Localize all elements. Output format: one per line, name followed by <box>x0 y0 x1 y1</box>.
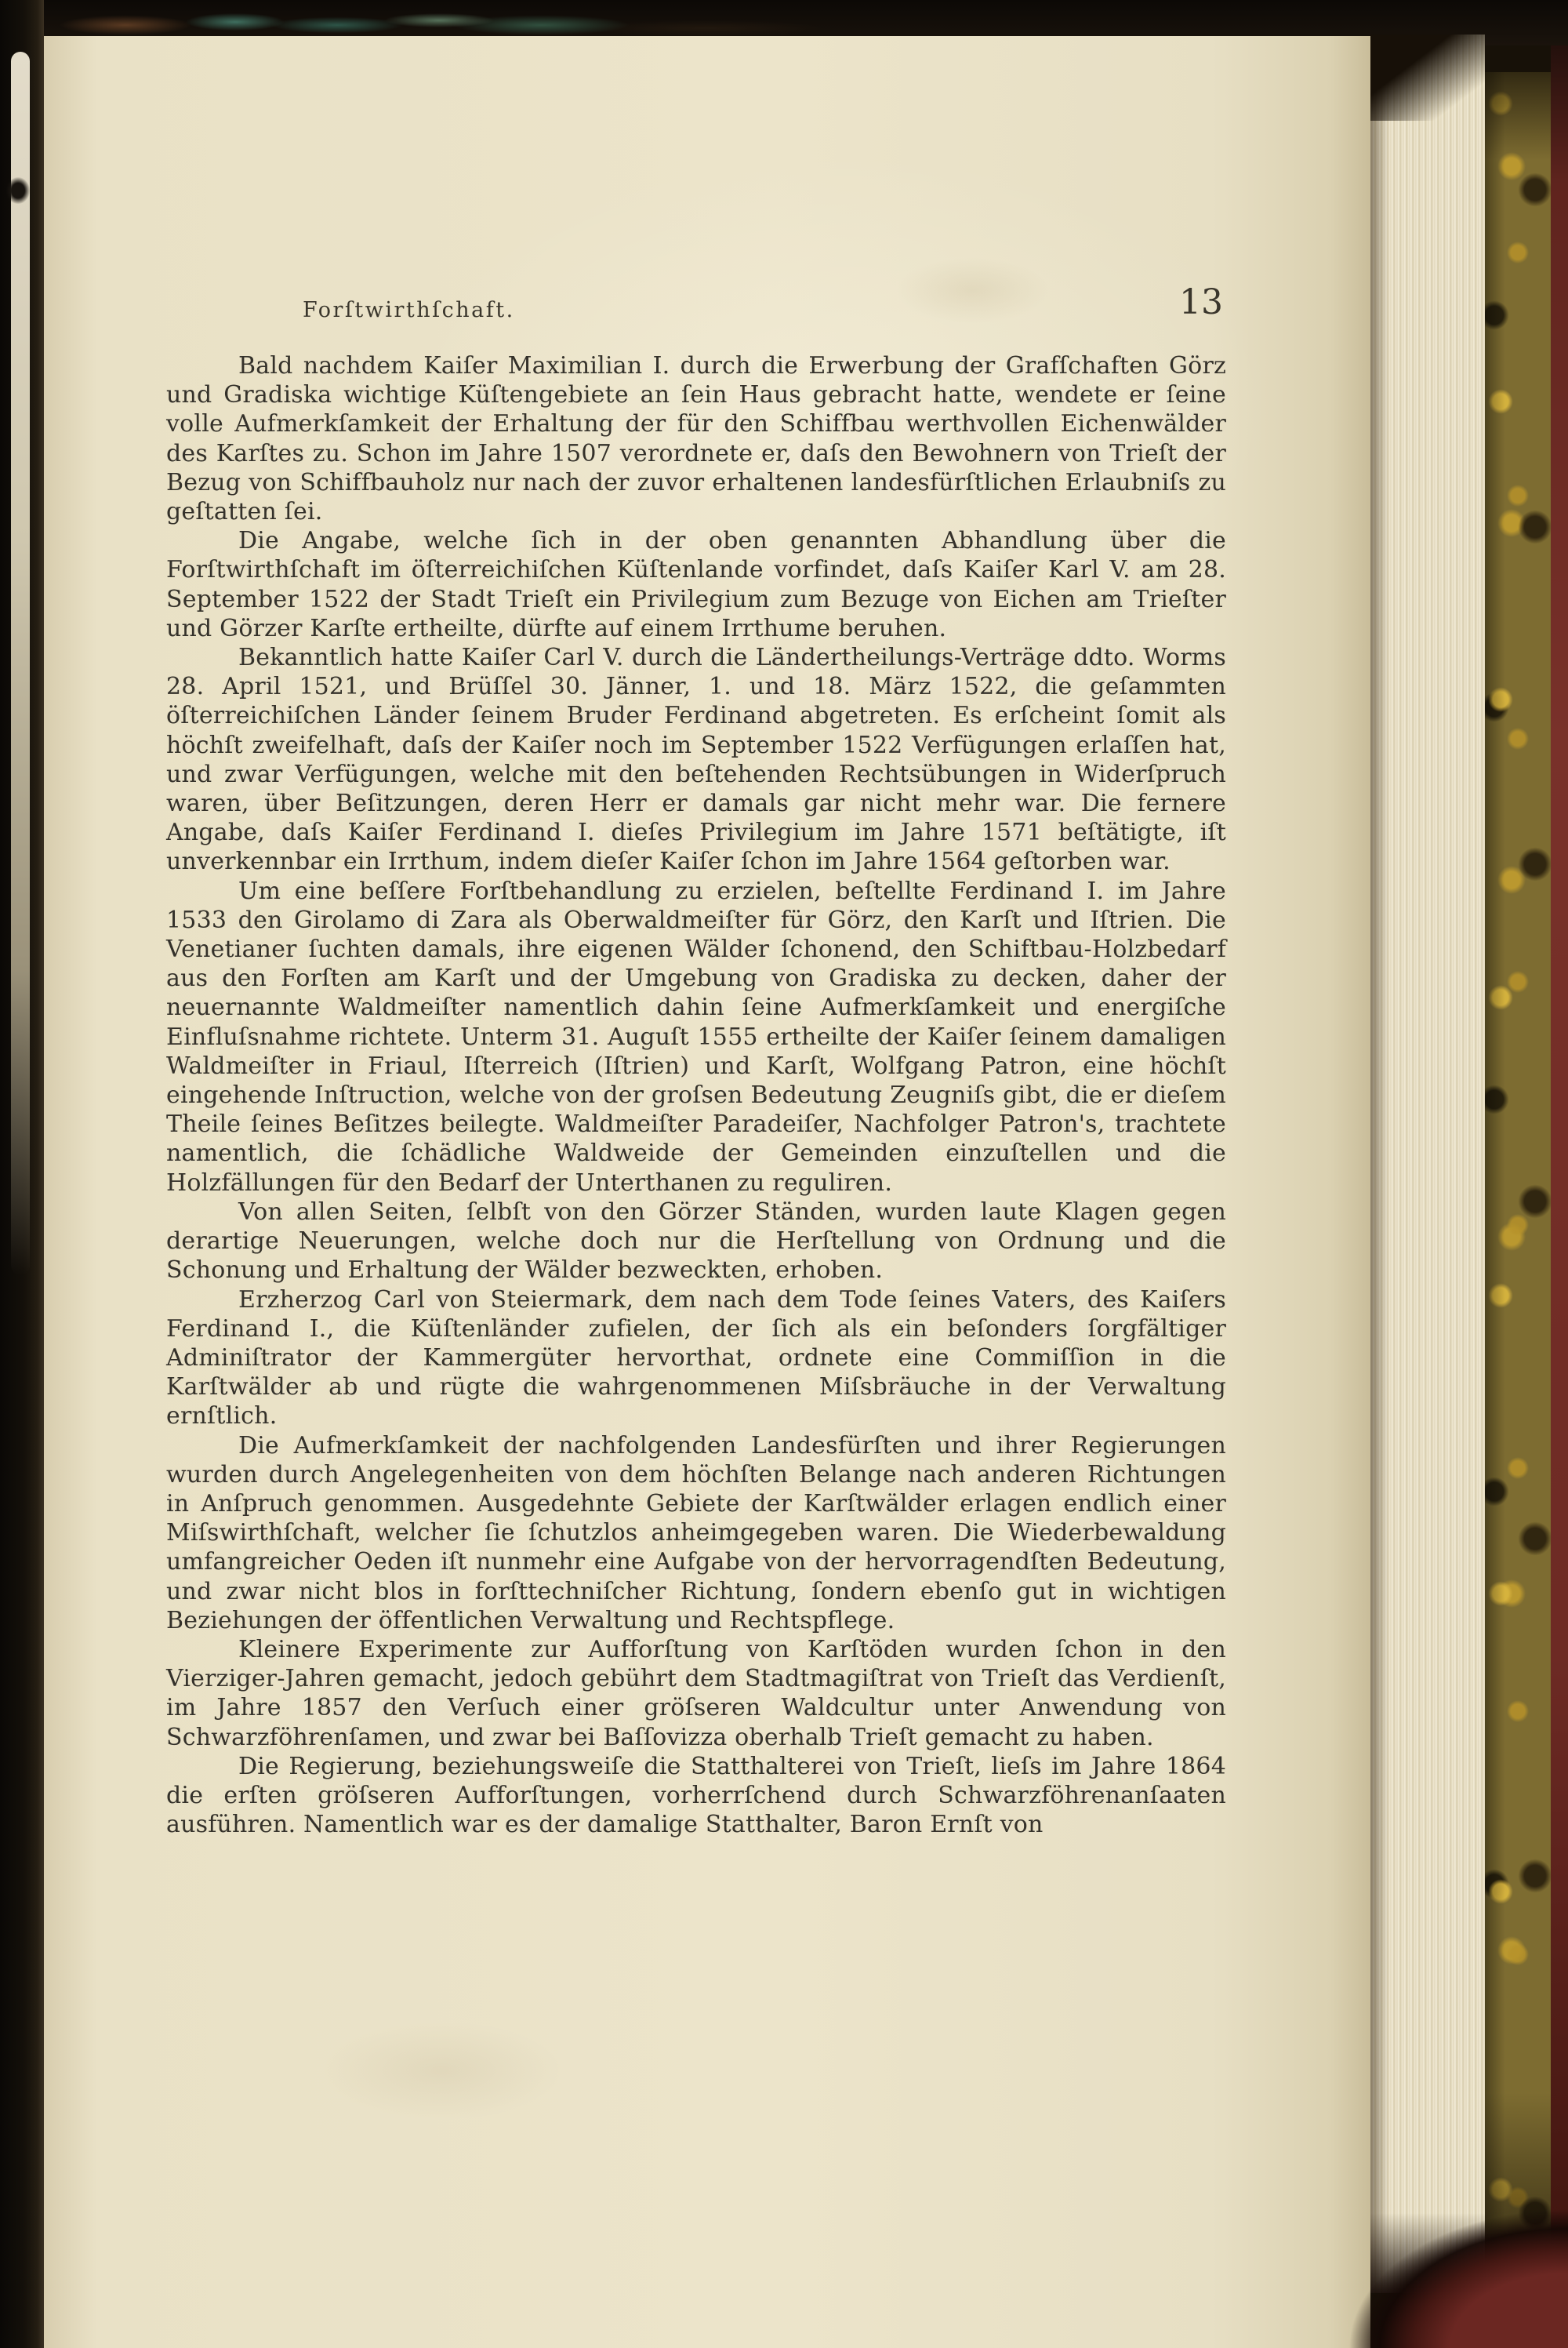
paragraph-8: Kleinere Experimente zur Aufforſtung von Karſtöden wurden ſchon in den Vierziger-Jahren gemacht, jedoch gebührt dem Stadtmagiſtrat von Trieſt das Verdienſt, im Jahre 1857 den Verſuch einer gröſseren Waldcultur unter Anwendung von Schwarzföhrenſamen, und zwar bei Baſſovizza oberhalb Trieſt gemacht zu haben. <box>166 1635 1226 1751</box>
binding-hole <box>6 177 30 204</box>
leather-cover-corner <box>1348 2183 1568 2348</box>
paragraph-2: Die Angabe, welche ſich in der oben genannten Abhandlung über die Forſtwirthſchaft im öſterreichiſchen Küſtenlande vorfindet, daſs Kaiſer Karl V. am 28. September 1522 der Stadt Trieſt ein Privilegium zum Bezuge von Eichen am Trieſter und Görzer Karſte ertheilte, dürfte auf einem Irrthume beruhen. <box>166 527 1226 642</box>
paragraph-9: Die Regierung, beziehungsweiſe die Statthalterei von Trieſt, lieſs im Jahre 1864 die erſten gröſseren Aufforſtungen, vorherrſchend durch Schwarzföhrenanſaaten ausführen. Namentlich war es der damalige Statthalter, Baron Ernſt von <box>166 1752 1226 1839</box>
paragraph-5: Von allen Seiten, ſelbſt von den Görzer Ständen, wurden laute Klagen gegen derartige Neuerungen, welche doch nur die Herſtellung von Ordnung und die Schonung und Erhaltung der Wälder bezweckten, erhoben. <box>166 1198 1226 1285</box>
running-title: Forſtwirthſchaft. <box>303 298 515 322</box>
paragraph-4: Um eine beſſere Forſtbehandlung zu erzielen, beſtellte Ferdinand I. im Jahre 1533 den Girolamo di Zara als Oberwaldmeiſter für Görz, den Karſt und Iſtrien. Die Venetianer ſuchten damals, ihre eigenen Wälder ſchonend, den Schiftbau-Holzbedarf aus den Forſten am Karſt und der Umgebung von Gradiska zu decken, daher der neuernannte Waldmeiſter namentlich dahin ſeine Aufmerkſamkeit und energiſche Einfluſsnahme richtete. Unterm 31. Auguſt 1555 ertheilte der Kaiſer ſeinem damaligen Waldmeiſter in Friaul, Iſterreich (Iſtrien) und Karſt, Wolfgang Patron, eine höchſt eingehende Inſtruction, welche von der groſsen Bedeutung Zeugniſs gibt, die er dieſem Theile ſeines Beſitzes beilegte. Waldmeiſter Paradeiſer, Nachfolger Patron's, trachtete namentlich, die ſchädliche Waldweide der Gemeinden einzuſtellen und die Holzfällungen für den Bedarf der Unterthanen zu reguliren. <box>166 877 1226 1197</box>
marbled-cover-edge <box>1485 72 1552 2268</box>
paragraph-1: Bald nachdem Kaiſer Maximilian I. durch die Erwerbung der Grafſchaften Görz und Gradiska wichtige Küſtengebiete an ſein Haus gebracht hatte, wendete er ſeine volle Aufmerkſamkeit der Erhaltung der für den Schiffbau werthvollen Eichenwälder des Karſtes zu. Schon im Jahre 1507 verordnete er, daſs den Bewohnern von Trieſt der Bezug von Schiffbauholz nur nach der zuvor erhaltenen landesfürſtlichen Erlaubniſs zu geſtatten ſei. <box>166 352 1226 526</box>
paragraph-6: Erzherzog Carl von Steiermark, dem nach dem Tode ſeines Vaters, des Kaiſers Ferdinand I., die Küſtenländer zufielen, der ſich als ein beſonders ſorgfältiger Adminiſtrator der Kammergüter hervorthat, ordnete eine Commiſſion in die Karſtwälder ab und rügte die wahrgenommenen Miſsbräuche in der Verwaltung ernſtlich. <box>166 1285 1226 1430</box>
paragraph-3: Bekanntlich hatte Kaiſer Carl V. durch die Ländertheilungs-Verträge ddto. Worms 28. April 1521, und Brüſſel 30. Jänner, 1. und 18. März 1522, die geſammten öſterreichiſchen Länder ſeinem Bruder Ferdinand abgetreten. Es erſcheint ſomit als höchſt zweifelhaft, daſs der Kaiſer noch im September 1522 Verfügungen erlaſſen hat, und zwar Verfügungen, welche mit den beſtehenden Rechtsübungen in Widerſpruch waren, über Beſitzungen, deren Herr er damals gar nicht mehr war. Die fernere Angabe, daſs Kaiſer Ferdinand I. dieſes Privilegium im Jahre 1571 beſtätigte, iſt unverkennbar ein Irrthum, indem dieſer Kaiſer ſchon im Jahre 1564 geſtorben war. <box>166 644 1226 876</box>
underlying-page-edge <box>11 52 30 1275</box>
page-stack-fore-edge <box>1370 35 1485 2293</box>
leather-spine-edge <box>1551 45 1568 2348</box>
paragraph-7: Die Aufmerkſamkeit der nachfolgenden Landesfürſten und ihrer Regierungen wurden durch Angelegenheiten von dem höchſten Belange nach anderen Richtungen in Anſpruch genommen. Ausgedehnte Gebiete der Karſtwälder erlagen endlich einer Miſswirthſchaft, welcher ſie ſchutzlos anheimgegeben waren. Die Wiederbewaldung umfangreicher Oeden iſt nunmehr eine Aufgabe von der hervorragendſten Bedeutung, und zwar nicht blos in forſttechniſcher Richtung, ſondern ebenſo gut in wichtigen Beziehungen der öffentlichen Verwaltung und Rechtspflege. <box>166 1431 1226 1634</box>
page-number: 13 <box>1179 282 1223 322</box>
page-body <box>166 351 1226 1839</box>
book-page <box>44 36 1370 2348</box>
